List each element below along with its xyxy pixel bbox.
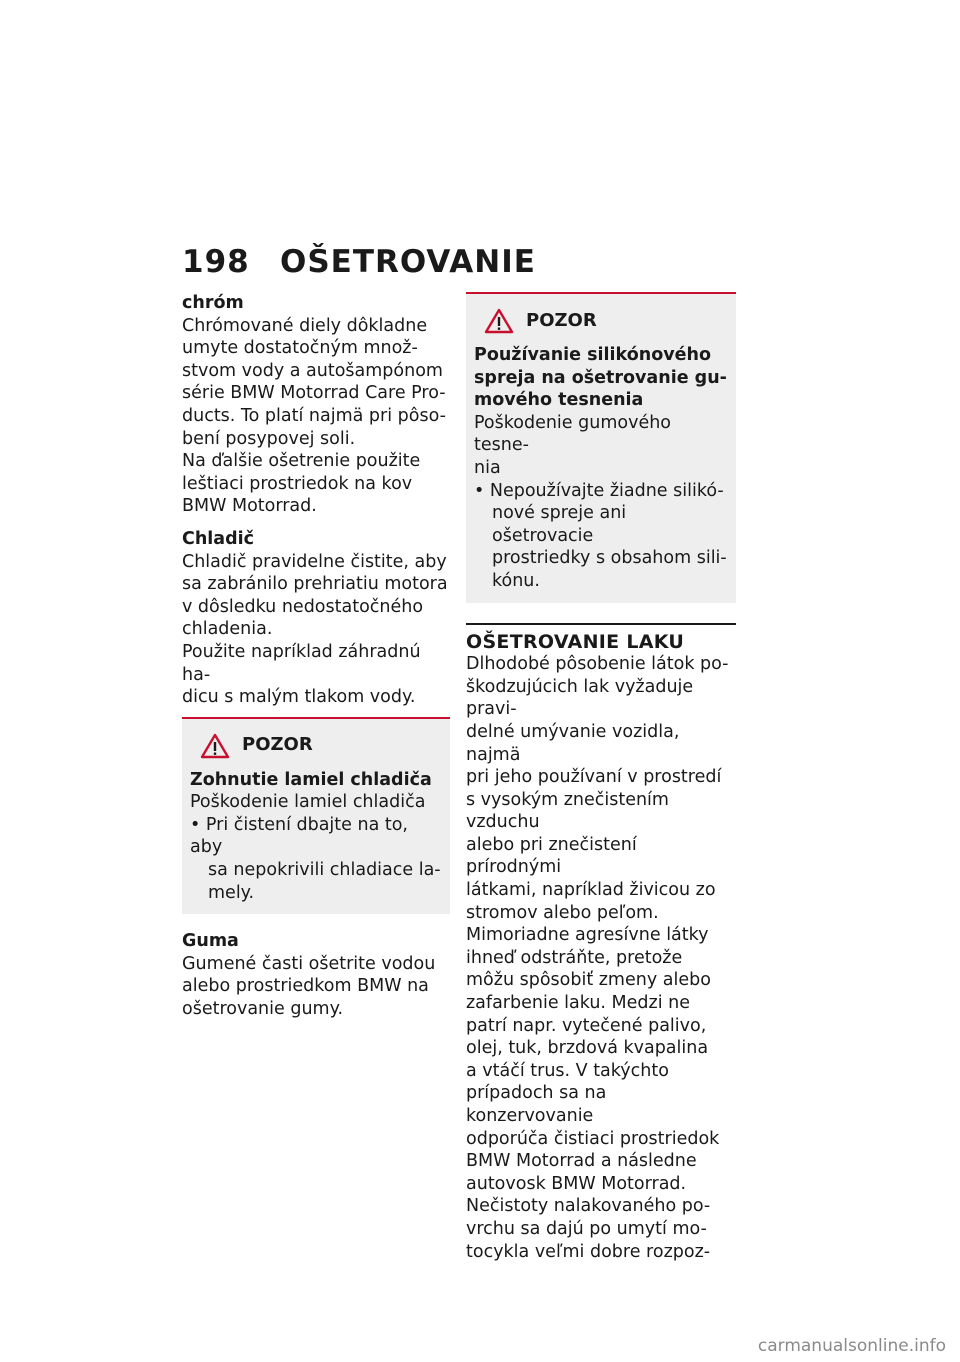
warning-heading: Používanie silikónového: [474, 345, 711, 365]
body-line: a vtáčí trus. V takýchto: [466, 1060, 669, 1081]
chrom-heading: chróm: [182, 293, 244, 313]
chrom-line: ducts. To platí najmä pri pôso-: [182, 405, 446, 426]
chladic-line: dicu s malým tlakom vody.: [182, 687, 416, 708]
warning-bullet-cont: mely.: [208, 882, 255, 903]
chrom-line: bení posypovej soli.: [182, 428, 356, 449]
warning-heading: spreja na ošetrovanie gu-: [474, 367, 727, 388]
chrom-line: umyte dostatočným množ-: [182, 338, 418, 359]
guma-line: Gumené časti ošetrite vodou: [182, 953, 436, 974]
page-number: 198: [182, 244, 250, 280]
warning-heading: mového tesnenia: [474, 390, 644, 411]
body-line: Mimoriadne agresívne látky: [466, 925, 709, 946]
warning-text: Poškodenie lamiel chladiča: [190, 792, 426, 813]
warning-header: [200, 733, 442, 759]
warning-header: [484, 308, 728, 334]
warning-bullet: • Pri čistení dbajte na to, aby: [190, 814, 408, 858]
warning-box-silicone: [466, 292, 736, 603]
guma-line: alebo prostriedkom BMW na: [182, 976, 429, 997]
chrom-line: BMW Motorrad.: [182, 496, 317, 517]
body-line: delné umývanie vozidla, najmä: [466, 721, 680, 765]
warning-bullet: • Nepoužívajte žiadne silikó-: [474, 480, 724, 501]
body-line: Nečistoty nalakovaného po-: [466, 1196, 711, 1217]
warning-text: nia: [474, 457, 501, 478]
page-title: OŠETROVANIE: [280, 244, 536, 280]
body-line: ihneď odstráňte, pretože: [466, 947, 683, 968]
body-line: BMW Motorrad a následne: [466, 1151, 697, 1172]
body-line: olej, tuk, brzdová kvapalina: [466, 1038, 709, 1059]
guma-heading: Guma: [182, 931, 239, 952]
warning-label: POZOR: [526, 309, 597, 331]
chladic-line: v dôsledku nedostatočného: [182, 596, 424, 617]
chladic-line: sa zabránilo prehriatiu motora: [182, 574, 448, 595]
warning-heading: Zohnutie lamiel chladiča: [190, 769, 432, 790]
chladic-line: Použite napríklad záhradnú ha-: [182, 641, 421, 685]
body-line: alebo pri znečistení prírodnými: [466, 834, 637, 878]
body-line: prípadoch sa na konzervovanie: [466, 1083, 607, 1126]
right-column: [466, 292, 736, 1263]
chladic-line: chladenia.: [182, 619, 273, 640]
chrom-line: série BMW Motorrad Care Pro-: [182, 383, 446, 404]
body-line: látkami, napríklad živicou zo: [466, 880, 716, 901]
warning-triangle-icon: [200, 733, 230, 759]
watermark-link[interactable]: carmanualsonline.info: [757, 1336, 946, 1356]
warning-triangle-icon: [484, 308, 514, 334]
body-line: stromov alebo peľom.: [466, 902, 659, 923]
body-line: autovosk BMW Motorrad.: [466, 1173, 687, 1194]
warning-bullet-cont: prostriedky s obsahom sili-: [492, 548, 727, 569]
page-header: [182, 244, 536, 280]
warning-text: Poškodenie gumového tesne-: [474, 412, 672, 456]
chrom-line: stvom vody a autošampónom: [182, 360, 443, 381]
body-line: patrí napr. vytečené palivo,: [466, 1015, 707, 1036]
chrom-line: leštiaci prostriedok na kov: [182, 473, 413, 494]
body-line: pri jeho používaní v prostredí: [466, 767, 722, 788]
warning-bullet-cont: sa nepokrivili chladiace la-: [208, 860, 441, 881]
body-line: tocykla veľmi dobre rozpoz-: [466, 1241, 711, 1262]
warning-bullet-cont: nové spreje ani ošetrovacie: [492, 503, 627, 546]
body-line: s vysokým znečistením vzduchu: [466, 789, 669, 833]
guma-line: ošetrovanie gumy.: [182, 999, 344, 1020]
body-line: zafarbenie laku. Medzi ne: [466, 993, 690, 1014]
warning-bullet-cont: kónu.: [492, 570, 540, 591]
section-title-paint-care: OŠETROVANIE LAKU: [466, 623, 736, 654]
left-column: [182, 292, 450, 1021]
body-line: škodzujúcich lak vyžaduje pravi-: [466, 676, 694, 720]
chladic-heading: Chladič: [182, 528, 255, 549]
body-line: vrchu sa dajú po umytí mo-: [466, 1218, 707, 1239]
body-line: Dlhodobé pôsobenie látok po-: [466, 654, 729, 675]
chrom-line: Chrómované diely dôkladne: [182, 315, 428, 336]
warning-box-radiator: [182, 717, 450, 915]
body-line: odporúča čistiaci prostriedok: [466, 1128, 720, 1149]
warning-label: POZOR: [242, 734, 313, 756]
chrom-line: Na ďalšie ošetrenie použite: [182, 451, 421, 472]
body-line: môžu spôsobiť zmeny alebo: [466, 970, 711, 991]
chladic-line: Chladič pravidelne čistite, aby: [182, 551, 447, 572]
